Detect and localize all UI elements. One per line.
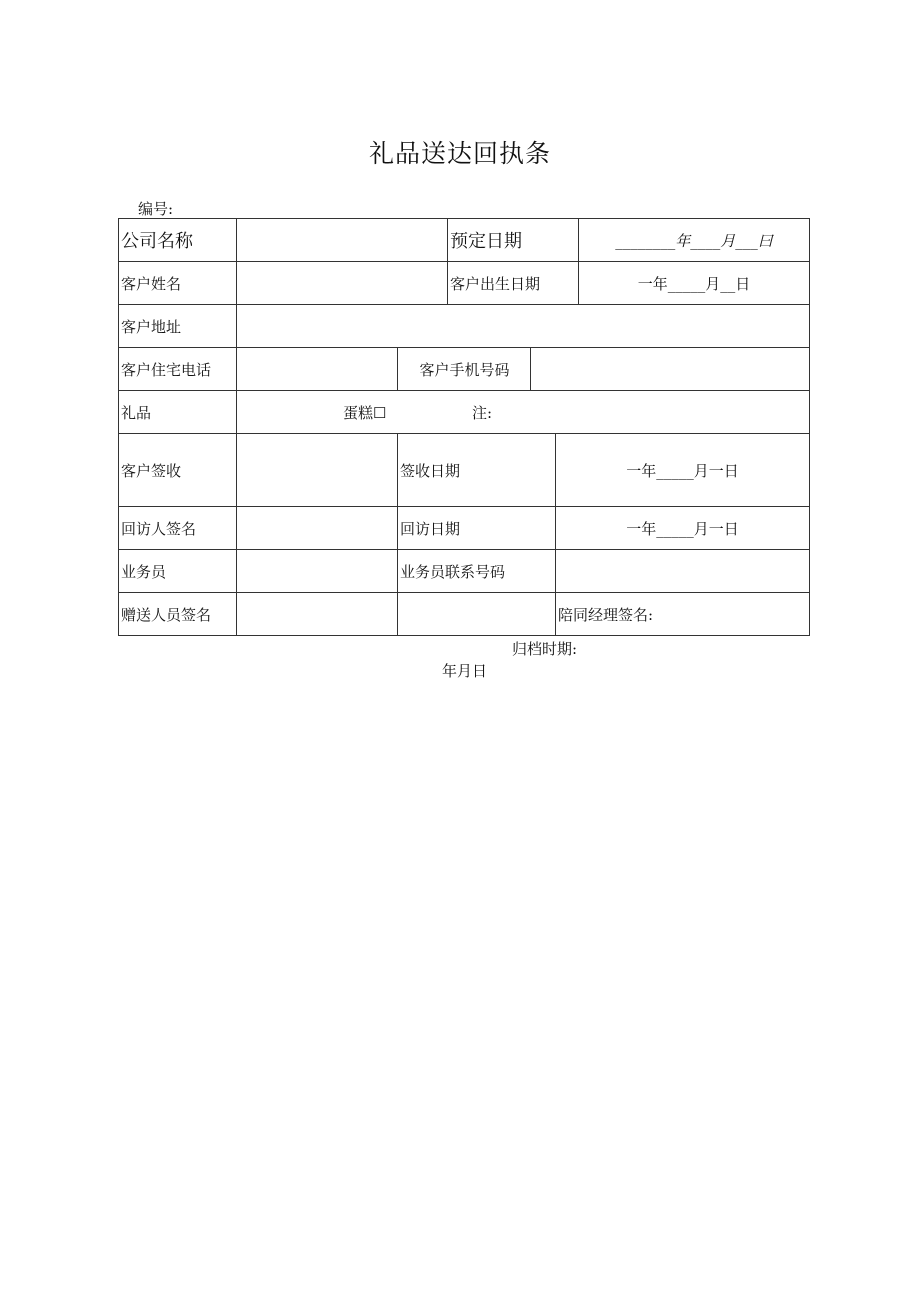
company-name-field[interactable]: [236, 219, 448, 261]
cake-checkbox[interactable]: 蛋糕☐: [343, 403, 387, 422]
archive-period-label: 归档时期:: [512, 640, 578, 658]
sign-date-label: 签收日期: [397, 434, 556, 506]
giver-row: [119, 593, 809, 635]
company-name-label: 公司名称: [121, 231, 193, 252]
address-label: 客户地址: [121, 317, 182, 336]
giver-signature-extra-field[interactable]: [397, 593, 556, 635]
scheduled-date-field[interactable]: ________年____月___曰: [578, 219, 809, 261]
phone-row: [119, 348, 809, 391]
gift-note-label: 注:: [472, 403, 493, 422]
salesperson-field[interactable]: [236, 550, 398, 592]
giver-signature-field[interactable]: [236, 593, 398, 635]
customer-row: [119, 262, 809, 305]
archive-date: 年月日: [442, 662, 488, 680]
visitor-signature-label: 回访人签名: [121, 519, 197, 538]
sign-date-field[interactable]: 一年_____月一日: [555, 434, 809, 506]
home-phone-label: 客户住宅电话: [121, 360, 212, 379]
customer-signature-label: 客户签收: [121, 461, 182, 480]
company-row: [119, 219, 809, 262]
address-field[interactable]: [236, 305, 809, 347]
receipt-form: [118, 218, 810, 636]
gift-label: 礼品: [121, 403, 152, 422]
sales-row: [119, 550, 809, 593]
visit-date-field[interactable]: 一年_____月一日: [555, 507, 809, 549]
gift-field: [236, 391, 809, 433]
customer-signature-field[interactable]: [236, 434, 398, 506]
birth-date-field[interactable]: 一年_____月__日: [578, 262, 809, 304]
gift-row: [119, 391, 809, 434]
home-phone-field[interactable]: [236, 348, 398, 390]
visit-row: [119, 507, 809, 550]
signature-row: [119, 434, 809, 507]
visit-date-label: 回访日期: [397, 507, 556, 549]
giver-signature-label: 赠送人员签名: [121, 605, 212, 624]
birth-date-label: 客户出生日期: [447, 262, 579, 304]
scheduled-date-label: 预定日期: [447, 219, 579, 261]
customer-name-field[interactable]: [236, 262, 448, 304]
manager-signature-label[interactable]: 陪同经理签名:: [555, 593, 809, 635]
page-title: 礼品送达回执条: [368, 139, 551, 168]
address-row: [119, 305, 809, 348]
mobile-phone-label: 客户手机号码: [397, 348, 531, 390]
salesperson-label: 业务员: [121, 562, 167, 581]
salesperson-phone-field[interactable]: [555, 550, 809, 592]
mobile-phone-field[interactable]: [530, 348, 809, 390]
salesperson-phone-label: 业务员联系号码: [397, 550, 556, 592]
visitor-signature-field[interactable]: [236, 507, 398, 549]
customer-name-label: 客户姓名: [121, 274, 182, 293]
serial-number-label: 编号:: [138, 200, 174, 218]
